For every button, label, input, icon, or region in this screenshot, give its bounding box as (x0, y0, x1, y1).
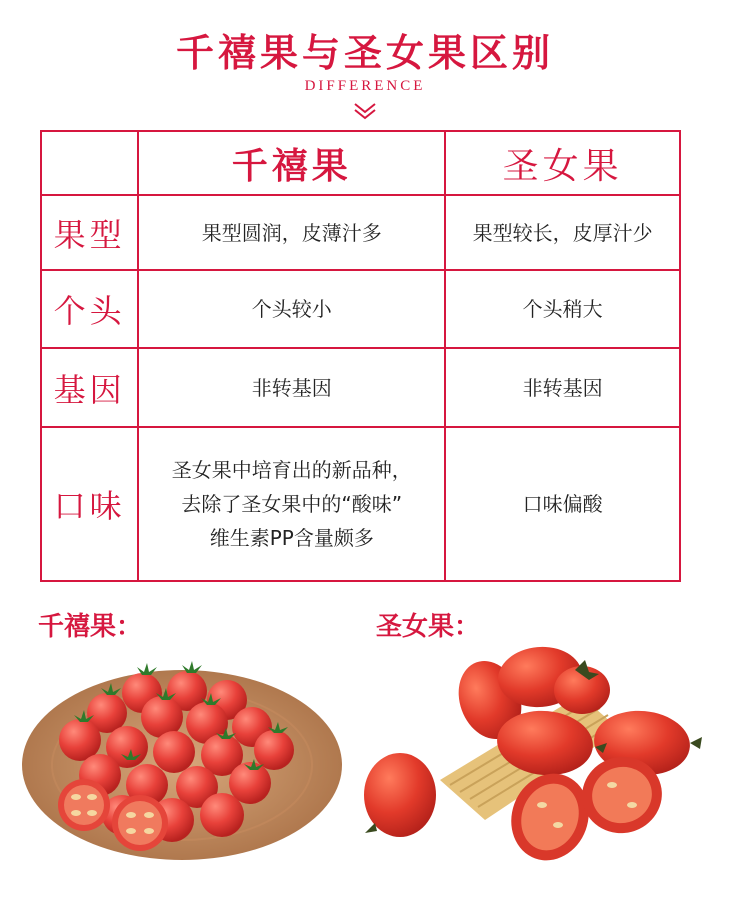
qianxi-cell: 个头较小 (138, 270, 445, 348)
shengnv-photo-label: 圣女果： (376, 612, 481, 642)
page-title: 千禧果与圣女果区别 (175, 30, 554, 75)
chevron-down-icon (352, 100, 378, 122)
table-row (41, 427, 680, 581)
comparison-table (40, 130, 681, 582)
header-qianxi: 千禧果 (138, 131, 445, 195)
row-label: 基因 (41, 348, 138, 427)
qianxi-cell (138, 427, 445, 581)
shengnv-tomato-photo (350, 635, 720, 880)
header-shengnv: 圣女果 (445, 131, 680, 195)
table-row (41, 270, 680, 348)
table-row (41, 195, 680, 270)
shengnv-cell: 口味偏酸 (445, 427, 680, 581)
row-label: 个头 (41, 270, 138, 348)
cell-line: 维生素PP含量颇多 (209, 526, 374, 550)
row-label: 果型 (41, 195, 138, 270)
row-label: 口味 (41, 427, 138, 581)
shengnv-cell: 个头稍大 (445, 270, 680, 348)
qianxi-cell: 非转基因 (138, 348, 445, 427)
page-subtitle: DIFFERENCE (304, 78, 426, 94)
qianxi-tomato-photo (12, 655, 352, 870)
qianxi-photo-label: 千禧果： (38, 612, 143, 642)
table-header-row (41, 131, 680, 195)
header-empty-cell (41, 131, 138, 195)
shengnv-cell: 非转基因 (445, 348, 680, 427)
cell-line: 圣女果中培育出的新品种， (171, 458, 412, 482)
cell-line: 去除了圣女果中的“酸味” (181, 492, 403, 516)
table-row (41, 348, 680, 427)
shengnv-cell: 果型较长，皮厚汁少 (445, 195, 680, 270)
qianxi-cell: 果型圆润，皮薄汁多 (138, 195, 445, 270)
